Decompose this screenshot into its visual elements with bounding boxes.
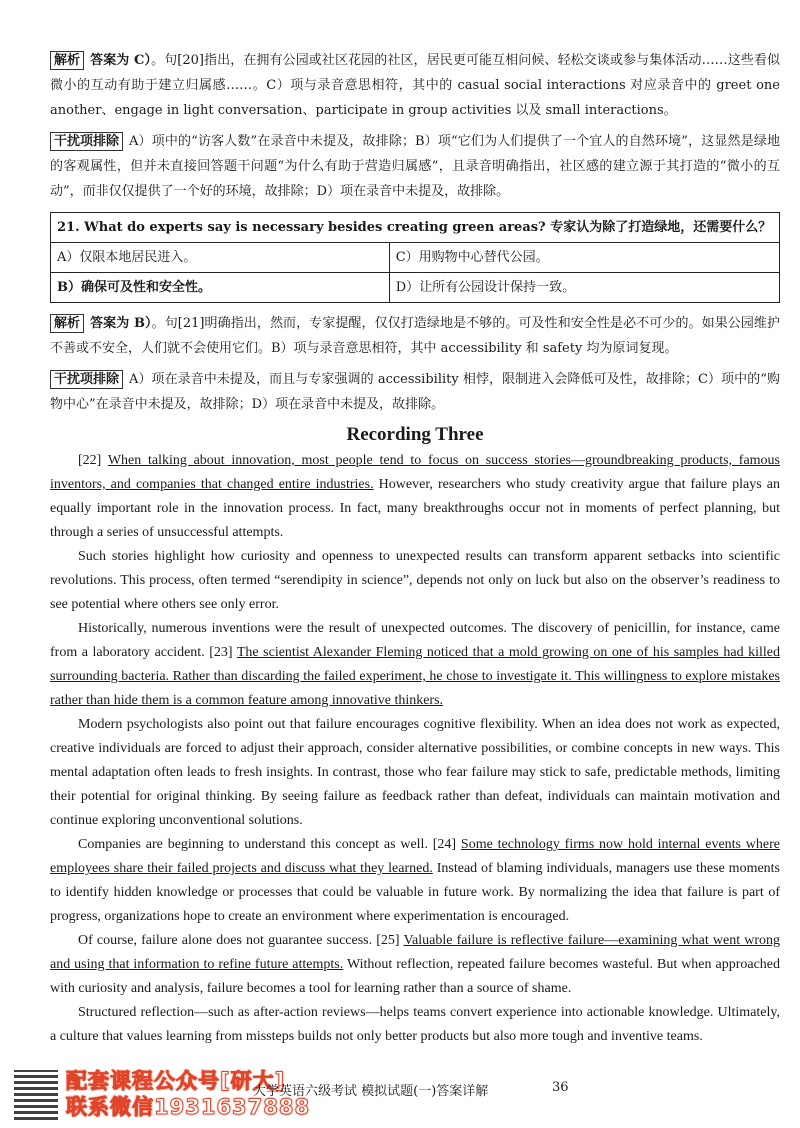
analysis-text: 。句[20]指出，在拥有公园或社区花园的社区，居民更可能互相问候、轻松交谈或参与集体活动……这些看似微小的互动有助于建立归属感……。C）项与录音意思相符，其中的 casual social interactions 对应录音中的 greet one another、engage in light conversation、participate in group activities 以及 small interactions。 [50, 53, 781, 118]
page-footer [0, 1066, 800, 1128]
sentence-mark: [22] [78, 453, 102, 468]
sentence-mark: [24] [432, 837, 457, 852]
book-title: 大学英语六级考试 模拟试题(一)答案详解 [253, 1084, 489, 1099]
sentence-mark: [25] [376, 933, 400, 948]
transcript-paragraph-7: Structured reflection—such as after-action reviews—helps teams convert experience into actionable knowledge. Ultimately, a culture that values learning from missteps builds not only better products but also more tough and inventive teams. [50, 1005, 780, 1044]
option-b: B）确保可及性和安全性。 [51, 273, 390, 303]
transcript-paragraph-3 [50, 617, 780, 713]
transcript-text: Companies are beginning to understand this concept as well. [78, 837, 433, 852]
question-21-table [50, 212, 780, 303]
option-c: C）用购物中心替代公园。 [389, 243, 779, 273]
key-sentence: Valuable failure is reflective failure—examining what went wrong and using that information to refine future attempts. [50, 933, 780, 972]
key-sentence: Some technology firms now hold internal events where employees share their failed projects and discuss what they learned. [50, 837, 781, 876]
watermark-line: 联系微信1931637888 [66, 1095, 311, 1119]
transcript-text: Of course, failure alone does not guarantee success. [78, 933, 377, 948]
analysis-tag: 解析 [50, 51, 84, 70]
distractor-tag: 干扰项排除 [50, 370, 123, 389]
key-sentence: The scientist Alexander Fleming noticed that a mold growing on one of his samples had killed surrounding bacteria. Rather than discarding the failed experiment, he chose to investigate it. This willingness to explore mistakes rather than hide them is a common feature among innovative thinkers. [50, 645, 781, 708]
transcript-paragraph-1 [50, 449, 780, 545]
distractor-analysis-20 [50, 129, 780, 204]
transcript-text: Without reflection, repeated failure becomes wasteful. But when approached with curiosity and analysis, failure becomes a tool for learning rather than a source of shame. [50, 957, 780, 996]
transcript-paragraph-2: Such stories highlight how curiosity and openness to unexpected results can transform apparent setbacks into scientific revolutions. This process, often termed “serendipity in science”, depends not only on luck but also on the observer’s readiness to see potential where others see only error. [50, 549, 780, 612]
option-a: A）仅限本地居民进入。 [51, 243, 390, 273]
analysis-21 [50, 311, 780, 361]
key-sentence: When talking about innovation, most people tend to focus on success stories—groundbreaking products, famous inventors, and companies that changed entire industries. [50, 453, 780, 492]
transcript-paragraph-4: Modern psychologists also point out that failure encourages cognitive flexibility. When an idea does not work as expected, creative individuals are forced to adjust their approach, consider alternative possibilities, or combine concepts in new ways. This mental adaptation often leads to fresh insights. In contrast, those who fear failure may stick to safe, predictable methods, limiting their potential for original thinking. By seeing failure as feedback rather than defeat, individuals can maintain motivation and continue exploring unconventional solutions. [50, 717, 780, 828]
analysis-21-answer [50, 48, 780, 123]
distractor-text: A）项在录音中未提及，而且与专家强调的 accessibility 相悖，限制进入会降低可及性，故排除；C）项中的“购物中心”在录音中未提及，故排除；D）项在录音中未提及，故排除。 [50, 372, 780, 412]
transcript-text: However, researchers who study creativity argue that failure plays an equally important role in the innovation process. In fact, many breakthroughs occur not in moments of perfect planning, but through a series of unsuccessful attempts. [50, 477, 780, 540]
option-d: D）让所有公园设计保持一致。 [389, 273, 779, 303]
watermark-line: 配套课程公众号[研大] [66, 1069, 286, 1093]
page-number: 36 [552, 1080, 569, 1095]
section-title: Recording Three [346, 424, 484, 445]
page-content [50, 48, 780, 1049]
distractor-analysis-21 [50, 367, 780, 417]
analysis-text: 。句[21]明确指出，然而，专家提醒，仅仅打造绿地是不够的。可及性和安全性是必不可少的。如果公园维护不善或不安全，人们就不会使用它们。B）项与录音意思相符，其中 accessibility 和 safety 均为原词复现。 [50, 316, 781, 356]
transcript-paragraph-6 [50, 929, 780, 1001]
question-21-stem: 21. What do experts say is necessary besides creating green areas? 专家认为除了打造绿地，还需要什么？ [51, 213, 780, 243]
answer-lead: 答案为 C） [90, 53, 152, 68]
answer-lead: 答案为 B） [90, 316, 152, 331]
transcript-text: Instead of blaming individuals, managers use these moments to identify hidden knowledge or processes that could be valuable in future work. By normalizing the idea that failure is part of progress, organizations hope to create an environment where experimentation is encouraged. [50, 861, 781, 924]
analysis-tag: 解析 [50, 314, 84, 333]
sentence-mark: [23] [209, 645, 233, 660]
distractor-tag: 干扰项排除 [50, 132, 123, 151]
transcript-text: Historically, numerous inventions were the result of unexpected outcomes. The discovery of penicillin, for instance, came from a laboratory accident. [50, 621, 780, 660]
transcript-paragraph-5 [50, 833, 780, 929]
distractor-text: A）项中的“访客人数”在录音中未提及，故排除；B）项“它们为人们提供了一个宜人的自然环境”，这显然是绿地的客观属性，但并未直接回答题干问题“为什么有助于营造归属感”，且录音明确指出，社区感的建立源于其打造的“微小的互动”，而非仅仅提供了一个好的环境，故排除；D）项在录音中未提及，故排除。 [50, 134, 780, 199]
qr-code-icon [14, 1070, 58, 1120]
